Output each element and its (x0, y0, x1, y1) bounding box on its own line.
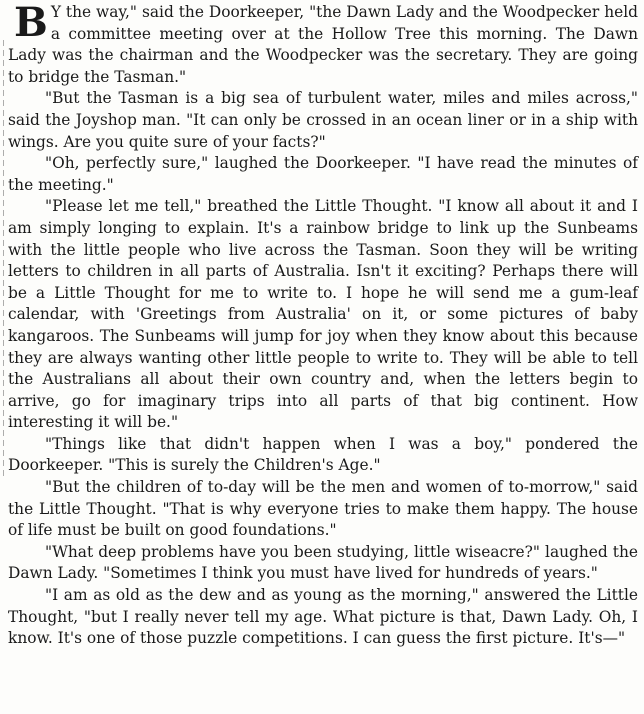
paragraph-6: "But the children of to-day will be the men and women of to-morrow," said the Little Thought. "That is why everyone tries to make them happy. The house of life must be built on good foundations." (8, 478, 638, 540)
article-body (8, 2, 638, 650)
paragraph-3: "Oh, perfectly sure," laughed the Doorkeeper. "I have read the minutes of the meeting." (8, 154, 638, 194)
margin-rule (3, 40, 4, 480)
paragraph-1-text: Y the way," said the Doorkeeper, "the Dawn Lady and the Woodpecker held a committee meeting over at the Hollow Tree this morning. The Dawn Lady was the chairman and the Woodpecker was the secretary. They are going to bridge the Tasman." (8, 3, 638, 86)
paragraph-4: "Please let me tell," breathed the Little Thought. "I know all about it and I am simply longing to explain. It's a rainbow bridge to link up the Sunbeams with the little people who live across the Tasman. Soon they will be writing letters to children in all parts of Australia. Isn't it exciting? Perhaps there will be a Little Thought for me to write to. I hope he will send me a gum-leaf calendar, with 'Greetings from Australia' on it, or some pictures of baby kangaroos. The Sunbeams will jump for joy when they know about this because they are always wanting other little people to write to. They will be able to tell the Australians all about their own country and, when the letters begin to arrive, go for imaginary trips into all parts of that big continent. How interesting it will be." (8, 197, 638, 432)
drop-cap-letter: B (14, 0, 48, 46)
paragraph-2: "But the Tasman is a big sea of turbulent water, miles and miles across," said the Joyshop man. "It can only be crossed in an ocean liner or in a ship with wings. Are you quite sure of your facts?" (8, 89, 638, 151)
paragraph-7: "What deep problems have you been studying, little wiseacre?" laughed the Dawn Lady. "Sometimes I think you must have lived for hundreds of years." (8, 542, 638, 583)
paragraph-5: "Things like that didn't happen when I was a boy," pondered the Doorkeeper. "This is surely the Children's Age." (8, 434, 638, 475)
paragraph-8: "I am as old as the dew and as young as the morning," answered the Little Thought, "but I really never tell my age. What picture is that, Dawn Lady. Oh, I know. It's one of those puzzle competitions. I can guess the first picture. It's—" (8, 586, 638, 648)
paragraph-1 (8, 2, 638, 88)
